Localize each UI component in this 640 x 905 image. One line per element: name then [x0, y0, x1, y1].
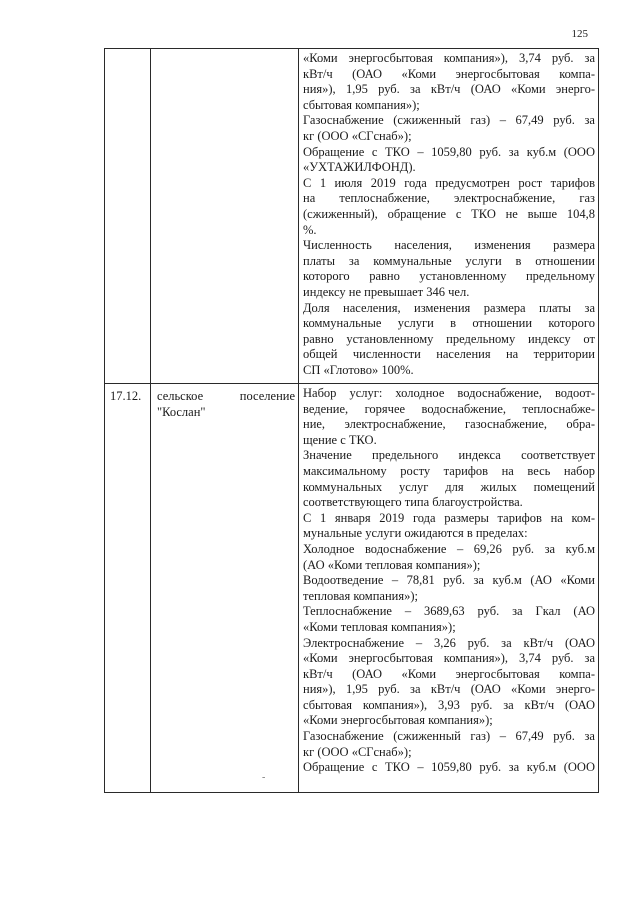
description-line: Обращение с ТКО – 1059,80 руб. за куб.м (ООО [303, 760, 595, 775]
table-body [105, 49, 599, 793]
table-row [105, 49, 599, 384]
description-line: максимальному росту тарифов на весь набор [303, 463, 595, 478]
description-line: кг (ООО «СГснаб»); [303, 744, 412, 759]
description-line: Холодное водоснабжение – 69,26 руб. за куб.м [303, 541, 595, 556]
description-line: щение с ТКО. [303, 432, 377, 447]
description-line: %. [303, 222, 317, 237]
settlement-name-line: "Кослан" [157, 405, 206, 419]
description-cell [299, 49, 599, 384]
description-line: Водоотведение – 78,81 руб. за куб.м (АО «Коми [303, 573, 595, 588]
description-line: Газоснабжение (сжиженный газ) – 67,49 руб. за [303, 729, 595, 744]
description-line: «Коми энергосбытовая компания»); [303, 713, 493, 728]
row-number-cell: 17.12. [105, 384, 151, 793]
description-line: Набор услуг: холодное водоснабжение, водоот- [303, 386, 595, 400]
description-line: ведение, горячее водоснабжение, теплоснабже- [303, 401, 595, 416]
description-line: ние, электроснабжение, газоснабжение, обра- [303, 417, 595, 432]
description-line: ния»), 1,95 руб. за кВт/ч (ОАО «Коми энерго- [303, 82, 595, 97]
description-line: платы за коммунальные услуги в отношении [303, 253, 595, 268]
description-line: Численность населения, изменения размера [303, 238, 595, 253]
description-line: Газоснабжение (сжиженный газ) – 67,49 руб. за [303, 113, 595, 128]
description-line: Обращение с ТКО – 1059,80 руб. за куб.м (ООО [303, 144, 595, 159]
description-line: «Коми тепловая компания»); [303, 619, 456, 634]
description-line: ния»), 1,95 руб. за кВт/ч (ОАО «Коми энерго- [303, 682, 595, 697]
description-line: (АО «Коми тепловая компания»); [303, 557, 481, 572]
description-line: Доля населения, изменения размера платы за [303, 300, 595, 315]
scan-mark: - [262, 772, 266, 783]
description-line: общей численности населения на территории [303, 347, 595, 362]
table-row [105, 384, 599, 793]
description-line: С 1 июля 2019 года предусмотрен рост тарифов [303, 175, 595, 190]
description-line: коммунальных услуг для жилых помещений [303, 479, 595, 494]
description-line: сбытовая компания»), 3,93 руб. за кВт/ч (ОАО [303, 697, 595, 712]
description-line: индексу не превышает 346 чел. [303, 284, 470, 299]
description-line: сбытовая компания»); [303, 97, 420, 112]
description-line: которого равно установленному предельному [303, 269, 595, 284]
description-line: «УХТАЖИЛФОНД). [303, 160, 416, 175]
description-line: «Коми энергосбытовая компания»), 3,74 руб. за [303, 651, 595, 666]
tariff-table [104, 48, 599, 793]
description-line: кВт/ч (ОАО «Коми энергосбытовая компа- [303, 66, 595, 81]
description-line: равно установленному предельному индексу от [303, 331, 595, 346]
description-line: Электроснабжение – 3,26 руб. за кВт/ч (ОАО [303, 635, 595, 650]
description-line: «Коми энергосбытовая компания»), 3,74 руб. за [303, 51, 595, 65]
description-line: соответствующего типа благоустройства. [303, 495, 523, 510]
description-line: СП «Глотово» 100%. [303, 362, 414, 377]
row-number-cell [105, 49, 151, 384]
description-cell [299, 384, 599, 793]
settlement-name-cell [151, 49, 299, 384]
settlement-name-line: сельское поселение [157, 389, 295, 403]
description-line: кВт/ч (ОАО «Коми энергосбытовая компа- [303, 666, 595, 681]
description-line: Значение предельного индекса соответствует [303, 448, 595, 463]
description-line: (сжиженный), обращение с ТКО не выше 104,8 [303, 206, 595, 221]
description-line: коммунальные услуги в отношении которого [303, 316, 595, 331]
description-line: кг (ООО «СГснаб»); [303, 128, 412, 143]
settlement-name-cell [151, 384, 299, 793]
description-line: на теплоснабжение, электроснабжение, газ [303, 191, 595, 206]
description-line: Теплоснабжение – 3689,63 руб. за Гкал (АО [303, 604, 595, 619]
page-number: 125 [571, 28, 588, 40]
description-line: С 1 января 2019 года размеры тарифов на ком- [303, 510, 595, 525]
description-line: мунальные услуги ожидаются в пределах: [303, 526, 528, 541]
description-line: тепловая компания»); [303, 588, 418, 603]
